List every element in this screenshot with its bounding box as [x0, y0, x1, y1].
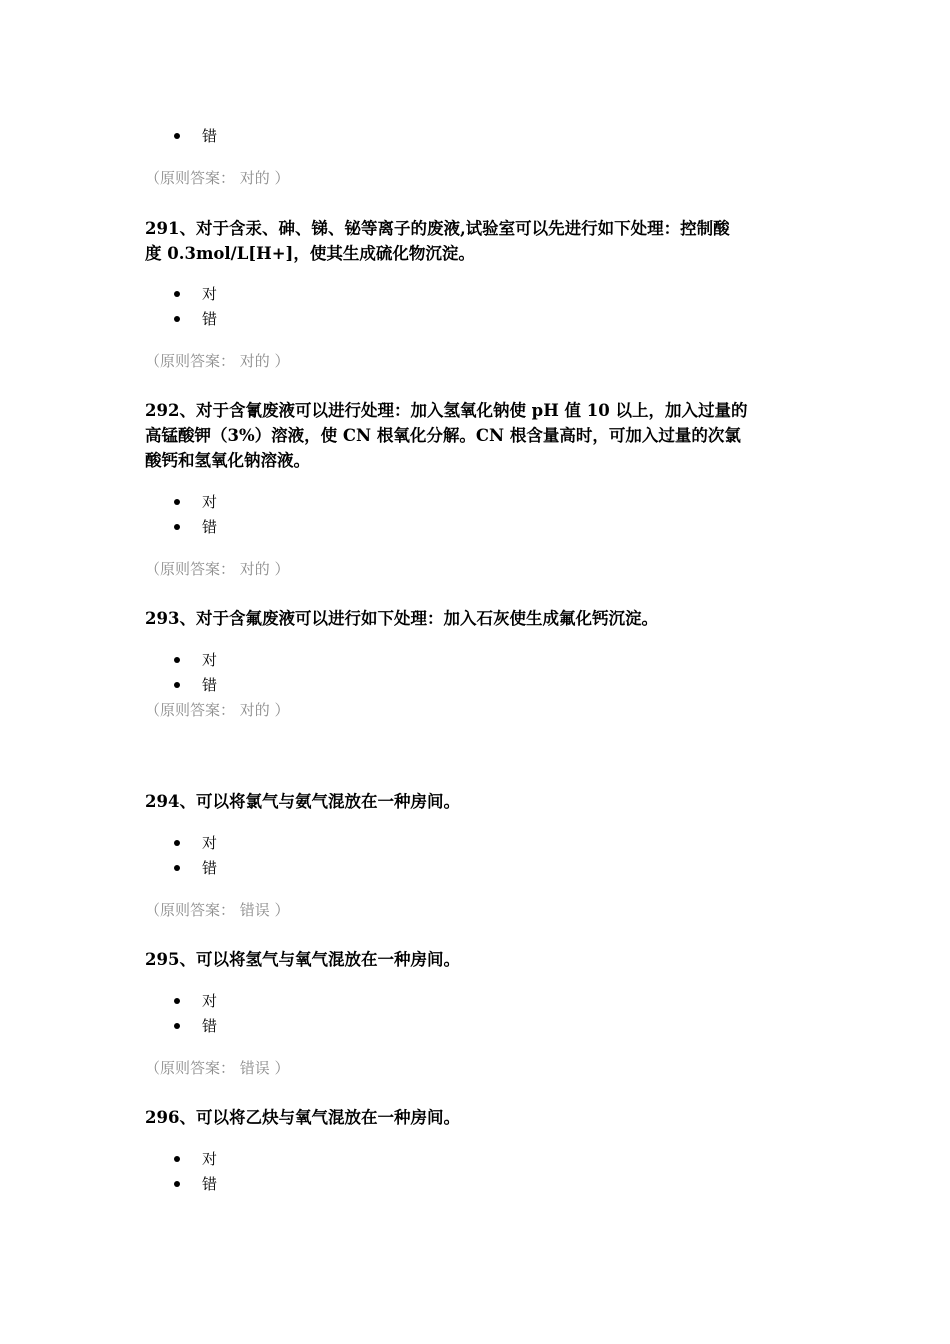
option-label: 错 — [202, 1017, 218, 1035]
bullet-icon — [174, 499, 180, 505]
question-line: 291、对于含汞、砷、锑、铋等离子的废液,试验室可以先进行如下处理：控制酸 — [145, 219, 730, 238]
standard-answer: （原则答案： 对的 ） — [145, 560, 290, 578]
bullet-icon — [174, 524, 180, 530]
option-item — [170, 307, 217, 331]
option-label: 错 — [202, 676, 218, 694]
bullet-icon — [174, 998, 180, 1004]
option-item — [170, 1147, 217, 1171]
option-item — [170, 673, 217, 697]
option-item — [170, 124, 217, 148]
option-label: 对 — [202, 493, 218, 511]
question-title-291 — [145, 216, 825, 266]
option-label: 错 — [202, 518, 218, 536]
bullet-icon — [174, 1156, 180, 1162]
bullet-icon — [174, 133, 180, 139]
question-title-295 — [145, 947, 825, 972]
bullet-icon — [174, 291, 180, 297]
bullet-icon — [174, 657, 180, 663]
standard-answer: （原则答案： 错误 ） — [145, 1059, 290, 1077]
option-item — [170, 831, 217, 855]
option-item — [170, 1172, 217, 1196]
question-line: 酸钙和氢氧化钠溶液。 — [145, 451, 310, 470]
option-item — [170, 856, 217, 880]
bullet-icon — [174, 840, 180, 846]
standard-answer: （原则答案： 错误 ） — [145, 901, 290, 919]
question-title-294 — [145, 789, 825, 814]
option-label: 对 — [202, 651, 218, 669]
option-item — [170, 989, 217, 1013]
standard-answer: （原则答案： 对的 ） — [145, 352, 290, 370]
question-line: 高锰酸钾（3%）溶液，使 CN 根氧化分解。CN 根含量高时，可加入过量的次氯 — [145, 426, 741, 445]
option-item — [170, 515, 217, 539]
bullet-icon — [174, 1023, 180, 1029]
option-item — [170, 1014, 217, 1038]
option-label: 对 — [202, 1150, 218, 1168]
question-title-293 — [145, 606, 825, 631]
question-line: 293、对于含氟废液可以进行如下处理：加入石灰使生成氟化钙沉淀。 — [145, 609, 658, 628]
question-line: 296、可以将乙炔与氧气混放在一种房间。 — [145, 1108, 460, 1127]
question-title-296 — [145, 1105, 825, 1130]
option-label: 对 — [202, 285, 218, 303]
bullet-icon — [174, 316, 180, 322]
question-line: 295、可以将氢气与氧气混放在一种房间。 — [145, 950, 460, 969]
option-item — [170, 648, 217, 672]
bullet-icon — [174, 865, 180, 871]
question-line: 294、可以将氯气与氨气混放在一种房间。 — [145, 792, 460, 811]
option-label: 错 — [202, 310, 218, 328]
option-label: 错 — [202, 127, 218, 145]
option-item — [170, 282, 217, 306]
option-label: 错 — [202, 1175, 218, 1193]
question-title-292 — [145, 398, 825, 473]
standard-answer: （原则答案： 对的 ） — [145, 701, 290, 719]
option-item — [170, 490, 217, 514]
option-label: 对 — [202, 992, 218, 1010]
standard-answer: （原则答案： 对的 ） — [145, 169, 290, 187]
bullet-icon — [174, 1181, 180, 1187]
option-label: 对 — [202, 834, 218, 852]
question-line: 度 0.3mol/L[H+]，使其生成硫化物沉淀。 — [145, 244, 475, 263]
bullet-icon — [174, 682, 180, 688]
question-line: 292、对于含氰废液可以进行处理：加入氢氧化钠使 pH 值 10 以上，加入过量的 — [145, 401, 748, 420]
option-label: 错 — [202, 859, 218, 877]
